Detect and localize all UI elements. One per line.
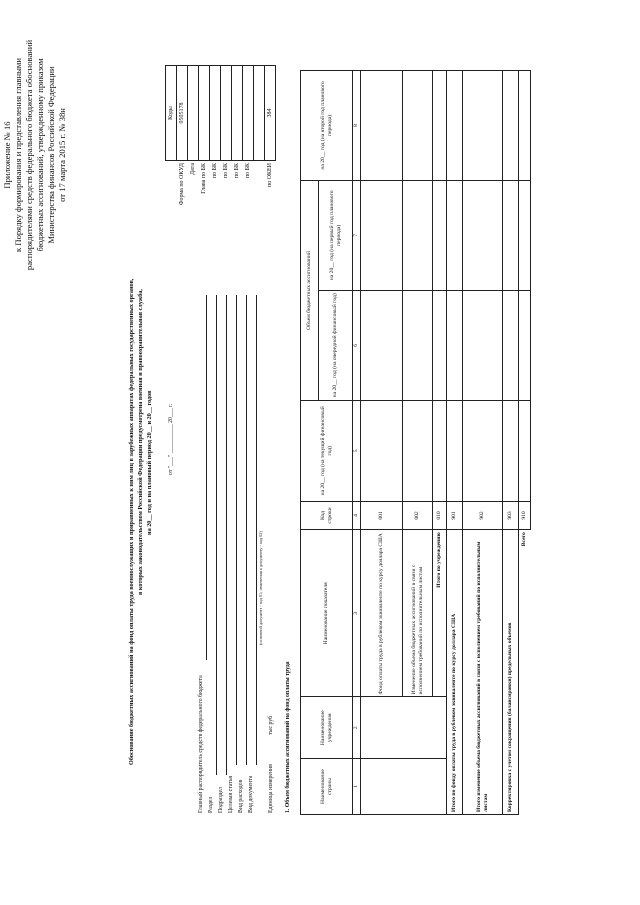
col-first-plan-year-header: на 20__ год (на первый год планового периода) [319,180,353,290]
col-number: 1 [353,759,361,815]
row-label: Всего [519,530,531,815]
field-line [226,295,227,775]
row-label: Итого изменение объема бюджетных ассигнований в связи с исполнением требований по исполнительным листам [463,530,503,815]
col-next-year-header: на 20__ год (на очередной финансовый год) [319,290,353,400]
codes-value [188,66,199,161]
cell [433,180,447,290]
cell [463,180,503,290]
cell [403,400,433,501]
col-number: 4 [353,501,361,530]
form-title-line1: Обоснование бюджетных ассигнований на фонд оплаты труда военнослужащих и приравненных к ним лиц в зарубежных аппаратах федеральных государственных органов, [128,278,135,765]
row-code: 010 [433,501,447,530]
cell [447,400,463,501]
cell [361,759,447,815]
cell [403,180,433,290]
col-institution-header: Наименование учреждения [301,697,353,759]
table-row [463,71,503,815]
codes-label: Дата [189,163,196,175]
appendix-line: Министерства финансов Российской Федерации [46,66,56,244]
appendix-line: от 17 марта 2015 г. № 38н [57,108,67,202]
table-row [447,71,463,815]
row-label: Фонд оплаты труда в рублевом эквиваленте по курсу доллара США [361,530,403,697]
field-main-manager: Главный распорядитель средств федерального бюджета [198,675,204,813]
row-label: Итого по фонду оплаты труда в рублевом эквиваленте по курсу доллара США [447,530,463,815]
codes-value [221,66,232,161]
field-expense-type: Вид расходов [238,779,244,813]
field-unit-value: тыс руб [268,715,274,735]
cell [503,71,519,181]
cell [403,71,433,181]
col-group-header: Объем бюджетных ассигнований [301,180,319,400]
row-code: 910 [519,501,531,530]
field-section: Раздел [208,796,214,813]
cell [519,290,531,400]
appendix-line: к Порядку формирования и представления главными [13,58,23,252]
row-code: 002 [403,501,433,530]
row-code: 901 [447,501,463,530]
codes-label [254,161,265,286]
field-line [236,295,237,765]
codes-label: по БК [233,163,240,179]
cell [519,71,531,181]
col-country-header: Наименование страны [301,759,353,815]
field-line [256,295,257,765]
col-number: 5 [353,400,361,501]
row-code: 902 [463,501,503,530]
form-title-line3: на 20__ год и на плановый период 20__ и 20__ годов [146,390,153,535]
cell [361,71,403,181]
col-number: 6 [353,290,361,400]
cell [519,180,531,290]
cell [463,400,503,501]
form-date: от "___" __________ 20___ г. [168,403,174,475]
table-row [503,71,519,815]
cell [361,180,403,290]
codes-label: по ОКЕИ [266,163,273,188]
codes-value [254,66,265,161]
row-label: Изменение объема бюджетных ассигнований в связи с исполнением требований по исполнительным листам [403,530,433,697]
cell [361,400,403,501]
codes-value: 384 [265,66,276,161]
row-code: 001 [361,501,403,530]
codes-value [199,66,210,161]
field-line [206,295,207,660]
row-label: Итого по учреждению [433,530,447,697]
codes-table [165,65,276,285]
col-number: 3 [353,530,361,697]
section-heading: 1. Объем бюджетных ассигнований на фонд оплаты труда [285,661,291,813]
codes-label: по БК [211,163,218,179]
cell [403,290,433,400]
field-line [216,295,217,775]
budget-table [300,70,531,815]
appendix-number: Приложение № 16 [2,121,12,189]
row-label: Корректировка с учетом сокращения (балансировки) предельных объемов [503,530,519,815]
cell [503,290,519,400]
field-line [246,295,247,765]
table-row [519,71,531,815]
cell [463,71,503,181]
cell [433,400,447,501]
form-title-line2: в которых законодательством Российской Федерации предусмотрена военная и правоохранительная служба, [137,289,144,595]
table-row [361,71,403,815]
codes-label: по БК [244,163,251,179]
cell [433,290,447,400]
cell [433,71,447,181]
field-subsection: Подраздел [218,787,224,813]
codes-spacer [166,161,177,286]
row-code: 903 [503,501,519,530]
codes-label: Форма по ОКУД [178,163,185,206]
field-document-note: (основной документ - код 01; изменения к документу - код 02) [258,531,263,645]
col-number: 7 [353,180,361,290]
cell [361,697,447,759]
col-second-plan-year-header: на 20__ год (на второй год планового периода) [301,71,353,181]
codes-label: по БК [222,163,229,179]
cell [463,290,503,400]
appendix-line: распорядителями средств федерального бюджета обоснований [24,39,34,271]
cell [519,400,531,501]
field-unit: Единица измерения [268,764,274,813]
col-number: 8 [353,71,361,181]
cell [447,290,463,400]
codes-label: Глава по БК [200,163,207,194]
appendix-line: бюджетных ассигнований, утвержденному приказом [35,58,45,252]
cell [503,180,519,290]
codes-value [210,66,221,161]
cell [503,400,519,501]
col-indicator-header: Наименование показателя [301,530,353,697]
codes-header: Коды [166,66,177,161]
field-document-type: Вид документа [248,775,254,813]
col-code-header: Код строки [301,501,353,530]
cell [361,290,403,400]
codes-value [232,66,243,161]
col-number: 2 [353,697,361,759]
codes-value: 0505178 [177,66,188,161]
col-current-year-header: на 20__ год (на текущий финансовый год) [301,400,353,501]
cell [447,71,463,181]
appendix-header [2,5,68,305]
field-target-article: Целевая статья [228,775,234,813]
codes-value [243,66,254,161]
cell [447,180,463,290]
